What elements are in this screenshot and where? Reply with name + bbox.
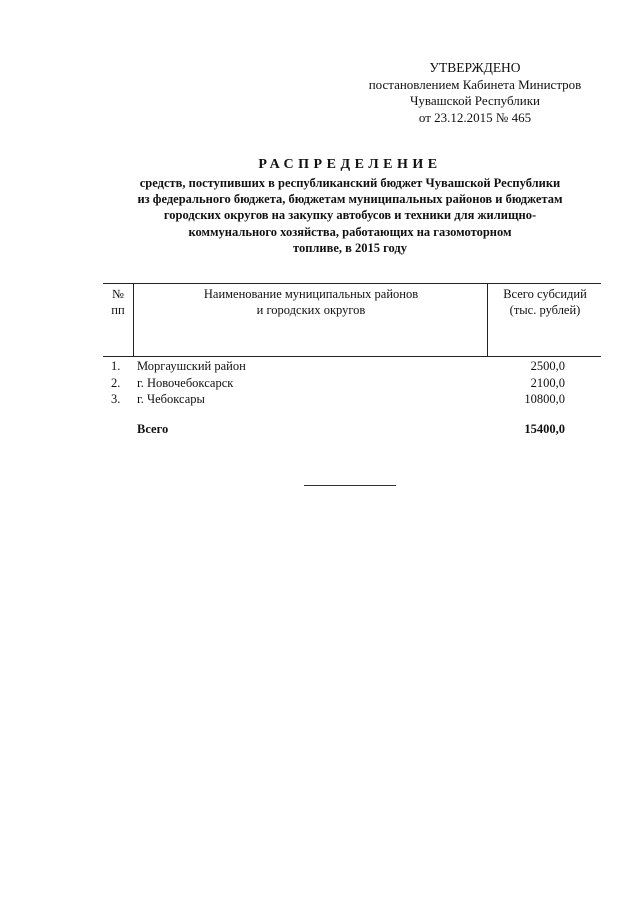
row-name: г. Чебоксары: [137, 392, 205, 406]
document-title: РАСПРЕДЕЛЕНИЕ: [258, 157, 442, 172]
row-name: Моргаушский район: [137, 359, 246, 373]
row-number: 2.: [111, 375, 121, 390]
row-name: г. Новочебоксарск: [137, 375, 234, 390]
header-name-line: Наименование муниципальных районов: [203, 287, 419, 301]
approval-line-3: от 23.12.2015 № 465: [418, 109, 532, 125]
approval-heading: УТВЕРЖДЕНО: [429, 60, 521, 75]
table-body: [103, 358, 601, 437]
table-row: [103, 391, 601, 408]
total-sum: 15400,0: [524, 421, 565, 436]
subtitle-line: коммунального хозяйства, работающих на газомоторном: [188, 224, 512, 239]
subtitle-line: топливе, в 2015 году: [292, 240, 408, 255]
approval-line-2: Чувашской Республики: [409, 93, 541, 108]
row-sum: 2500,0: [530, 359, 565, 373]
closing-divider: [304, 485, 396, 486]
document-subtitle: [60, 175, 640, 256]
header-sum-line: Всего субсидий: [503, 287, 587, 301]
header-number-line: №: [112, 287, 124, 301]
distribution-table: [103, 283, 601, 437]
approval-stamp: [340, 60, 610, 126]
row-sum: 10800,0: [524, 392, 565, 406]
header-name-line: и городских округов: [256, 302, 366, 317]
table-row: [103, 358, 601, 375]
approval-line-1: постановлением Кабинета Министров: [368, 76, 582, 92]
header-sum-line: (тыс. рублей): [509, 302, 581, 317]
column-divider: [133, 284, 134, 356]
row-sum: 2100,0: [530, 375, 565, 390]
header-number: [103, 287, 133, 318]
header-number-line: пп: [111, 302, 125, 317]
total-label: Всего: [137, 421, 169, 436]
table-row: [103, 375, 601, 392]
row-number: 1.: [111, 359, 121, 373]
header-name: [135, 287, 487, 318]
row-number: 3.: [111, 392, 121, 406]
subtitle-line: средств, поступивших в республиканский бюджет Чувашской Республики: [139, 176, 561, 190]
header-sum: [489, 287, 601, 318]
subtitle-line: из федерального бюджета, бюджетам муниципальных районов и бюджетам: [137, 192, 563, 207]
total-row: [103, 421, 601, 438]
table-header: [103, 283, 601, 357]
subtitle-line: городских округов на закупку автобусов и техники для жилищно-: [163, 208, 537, 223]
column-divider: [487, 284, 488, 356]
